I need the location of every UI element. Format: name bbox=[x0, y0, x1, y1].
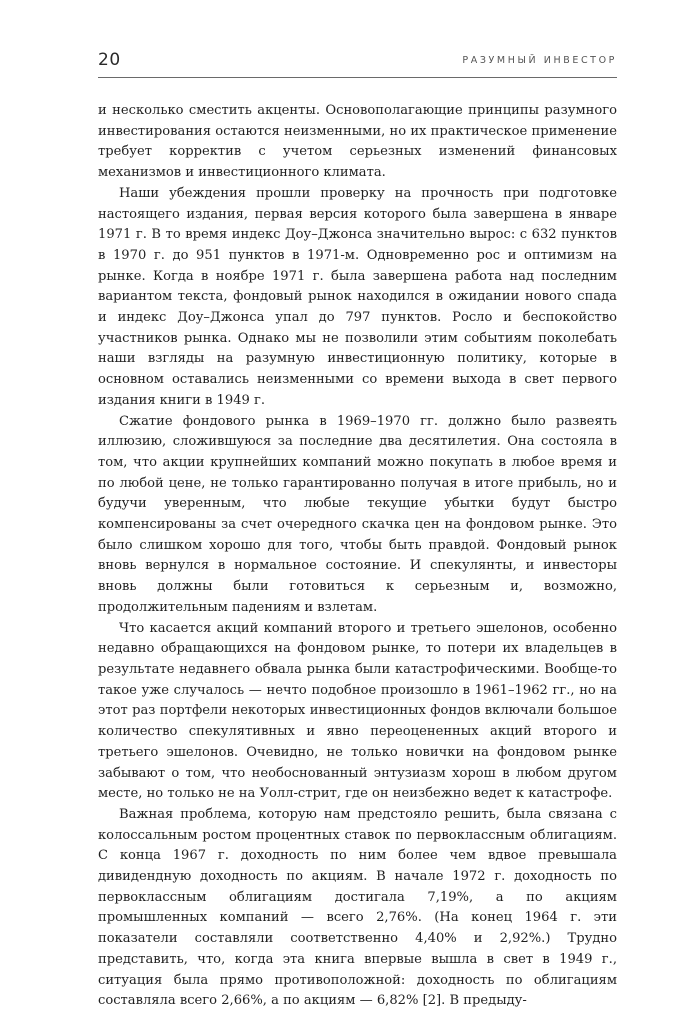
paragraph: Что касается акций компаний второго и третьего эшелонов, особенно недавно обращающихся на фондовом рынке, то потери их владельцев в результате недавнего обвала рынка были катастрофическими. Вообще-то такое уже случалось — нечто подобное произошло в 1961–1962 гг., но на этот раз портфели некоторых инвестиционных фондов включали большое количество спекулятивных и явно переоцененных акций второго и третьего эшелонов. Очевидно, не только новички на фондовом рынке забывают о том, что необоснованный энтузиазм хорош в любом другом месте, но только не на Уолл-стрит, где он неизбежно ведет к катастрофе. bbox=[98, 620, 617, 802]
paragraph-continued: и несколько сместить акценты. Основополагающие принципы разумного инвестирования остаются неизменными, но их практическое применение требует корректив с учетом серьезных изменений финансовых механизмов и инвестиционного климата. bbox=[98, 103, 617, 181]
paragraph: Сжатие фондового рынка в 1969–1970 гг. должно было развеять иллюзию, сложившуюся за последние два десятилетия. Она состояла в том, что акции крупнейших компаний можно покупать в любое время и по любой цене, не только гарантированно получая в итоге прибыль, но и будучи уверенным, что любые текущие убытки будут быстро компенсированы за счет очередного скачка цен на фондовом рынке. Это было слишком хорошо для того, чтобы быть правдой. Фондовый рынок вновь вернулся в нормальное состояние. И спекулянты, и инвесторы вновь должны были готовиться к серьезным и, возможно, продолжительным падениям и взлетам. bbox=[98, 413, 617, 615]
paragraph: Важная проблема, которую нам предстояло решить, была связана с колоссальным ростом процентных ставок по первоклассным облигациям. С конца 1967 г. доходность по ним более чем вдвое превышала дивидендную доходность по акциям. В начале 1972 г. доходность по первоклассным облигациям достигала 7,19%, а по акциям промышленных компаний — всего 2,76%. (На конец 1964 г. эти показатели составляли соответственно 4,40% и 2,92%.) Трудно представить, что, когда эта книга впервые вышла в свет в 1949 г., ситуация была прямо противоположной: доходность по облигациям составляла всего 2,66%, а по акциям — 6,82% [2]. В предыду- bbox=[98, 806, 617, 1009]
page-header bbox=[98, 50, 617, 77]
header-divider bbox=[98, 77, 617, 78]
paragraph: Наши убеждения прошли проверку на прочность при подготовке настоящего издания, первая версия которого была завершена в январе 1971 г. В то время индекс Доу–Джонса значительно вырос: с 632 пунктов в 1970 г. до 951 пунктов в 1971-м. Одновременно рос и оптимизм на рынке. Когда в ноябре 1971 г. была завершена работа над последним вариантом текста, фондовый рынок находился в ожидании нового спада и индекс Доу–Джонса упал до 797 пунктов. Росло и беспокойство участников рынка. Однако мы не позволили этим событиям поколебать наши взгляды на разумную инвестиционную политику, которые в основном оставались неизменными со времени выхода в свет первого издания книги в 1949 г. bbox=[98, 185, 617, 408]
page-number: 20 bbox=[98, 50, 121, 70]
body-text bbox=[98, 101, 617, 1012]
running-title: РАЗУМНЫЙ ИНВЕСТОР bbox=[462, 55, 617, 66]
